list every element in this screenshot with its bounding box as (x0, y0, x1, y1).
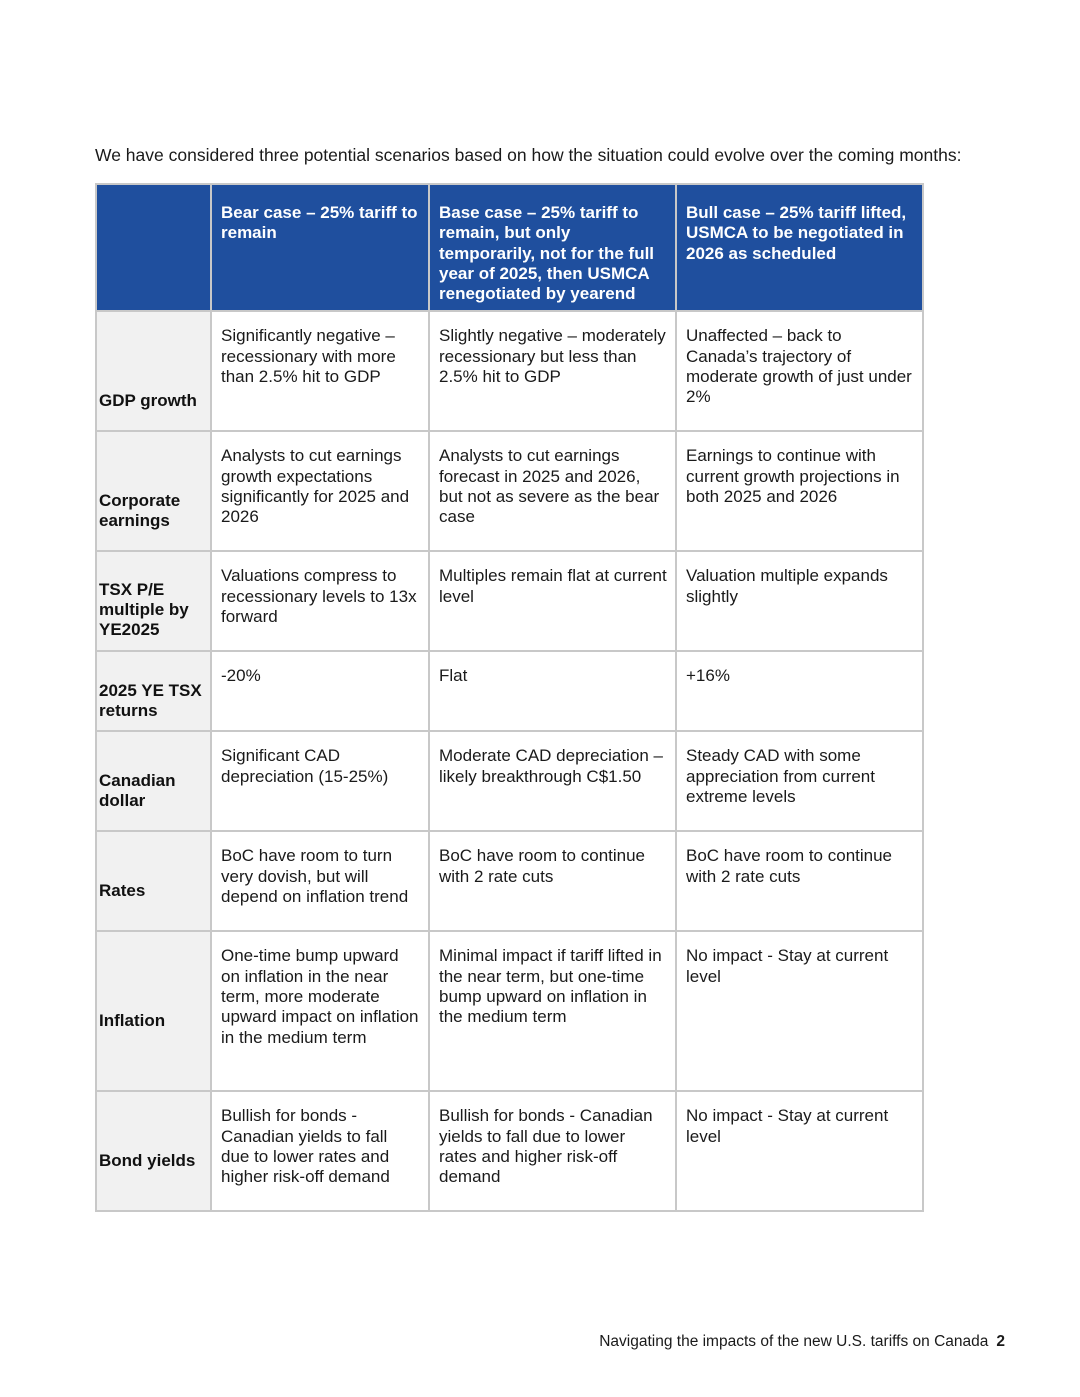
cell-bear: Significant CAD depreciation (15-25%) (211, 731, 429, 831)
row-label-tsx-returns: 2025 YE TSX returns (96, 651, 211, 731)
table-row (96, 931, 923, 1091)
table-row (96, 551, 923, 651)
cell-bear: Significantly negative – recessionary with more than 2.5% hit to GDP (211, 311, 429, 431)
page-number: 2 (996, 1333, 1005, 1350)
footer-document-title: Navigating the impacts of the new U.S. tariffs on Canada (599, 1333, 989, 1350)
header-bull-case: Bull case – 25% tariff lifted, USMCA to be negotiated in 2026 as scheduled (676, 184, 923, 311)
table-row (96, 731, 923, 831)
row-label-rates: Rates (96, 831, 211, 931)
cell-base: Minimal impact if tariff lifted in the near term, but one-time bump upward on inflation in the medium term (429, 931, 676, 1091)
page-footer (599, 1332, 1005, 1352)
table-row (96, 1091, 923, 1211)
row-label-bond-yields: Bond yields (96, 1091, 211, 1211)
table-row (96, 651, 923, 731)
intro-paragraph: We have considered three potential scenarios based on how the situation could evolve over the coming months: (95, 144, 962, 165)
header-corner-cell (96, 184, 211, 311)
cell-base: Moderate CAD depreciation – likely breakthrough C$1.50 (429, 731, 676, 831)
cell-bear: Valuations compress to recessionary levels to 13x forward (211, 551, 429, 651)
cell-bull: Valuation multiple expands slightly (676, 551, 923, 651)
row-label-canadian-dollar: Canadian dollar (96, 731, 211, 831)
cell-base: Multiples remain flat at current level (429, 551, 676, 651)
cell-base: BoC have room to continue with 2 rate cuts (429, 831, 676, 931)
cell-bull: BoC have room to continue with 2 rate cuts (676, 831, 923, 931)
header-bear-case: Bear case – 25% tariff to remain (211, 184, 429, 311)
row-label-tsx-pe-multiple: TSX P/E multiple by YE2025 (96, 551, 211, 651)
scenario-table (95, 183, 924, 1212)
header-base-case: Base case – 25% tariff to remain, but only temporarily, not for the full year of 2025, then USMCA renegotiated by yearend (429, 184, 676, 311)
cell-bull: +16% (676, 651, 923, 731)
cell-bull: Unaffected – back to Canada’s trajectory of moderate growth of just under 2% (676, 311, 923, 431)
cell-base: Flat (429, 651, 676, 731)
cell-bull: Earnings to continue with current growth projections in both 2025 and 2026 (676, 431, 923, 551)
table-row (96, 431, 923, 551)
cell-bull: No impact - Stay at current level (676, 931, 923, 1091)
cell-bull: No impact - Stay at current level (676, 1091, 923, 1211)
cell-base: Analysts to cut earnings forecast in 2025 and 2026, but not as severe as the bear case (429, 431, 676, 551)
cell-bear: -20% (211, 651, 429, 731)
row-label-corporate-earnings: Corporate earnings (96, 431, 211, 551)
cell-base: Slightly negative – moderately recessionary but less than 2.5% hit to GDP (429, 311, 676, 431)
cell-bear: Bullish for bonds - Canadian yields to fall due to lower rates and higher risk-off demand (211, 1091, 429, 1211)
table-header-row (96, 184, 923, 311)
cell-bear: BoC have room to turn very dovish, but will depend on inflation trend (211, 831, 429, 931)
cell-bull: Steady CAD with some appreciation from current extreme levels (676, 731, 923, 831)
row-label-gdp-growth: GDP growth (96, 311, 211, 431)
cell-bear: Analysts to cut earnings growth expectations significantly for 2025 and 2026 (211, 431, 429, 551)
table-row (96, 311, 923, 431)
row-label-inflation: Inflation (96, 931, 211, 1091)
cell-base: Bullish for bonds - Canadian yields to fall due to lower rates and higher risk-off demand (429, 1091, 676, 1211)
table-row (96, 831, 923, 931)
cell-bear: One-time bump upward on inflation in the near term, more moderate upward impact on inflation in the medium term (211, 931, 429, 1091)
